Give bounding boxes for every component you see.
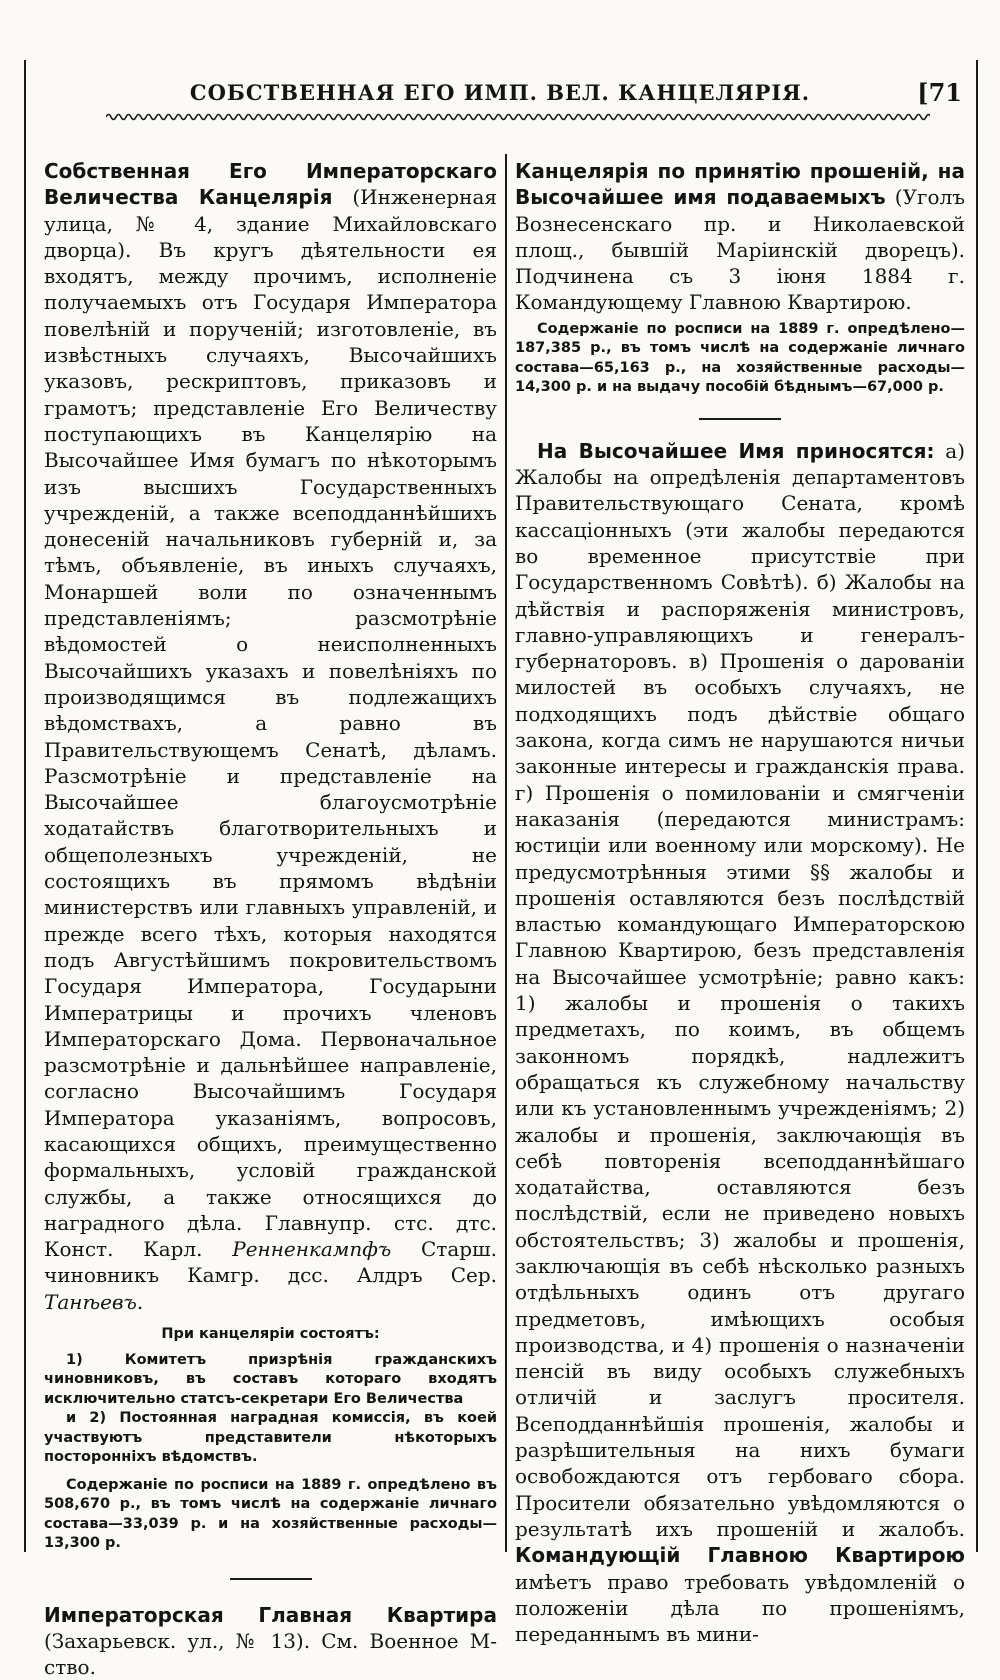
budget-text: по росписи на 1889 г. опредѣлено—187,385 р., въ томъ числѣ на содержаніе личнаго состава—65,163 р., на хозяйственные расходы—14,300 р. и на выдачу пособій бѣднымъ—67,000 р. (515, 320, 965, 396)
commander-title: Командующій Главною Квартирою (515, 1543, 965, 1568)
complaints-title: На Высочайшее Имя приносятся: (537, 438, 935, 463)
complaints-paragraph (515, 438, 965, 1648)
complaints-text-2: имѣетъ право требовать увѣдомленій о положеніи дѣла по прошеніямъ, переданнымъ въ мини- (515, 1569, 965, 1647)
budget-text: по росписи на 1889 г. опредѣлено въ 508,670 р., въ томъ числѣ на содержаніе личнаго состава—33,039 р. и на хозяйственные расходы—13,300 р. (44, 1476, 497, 1552)
official-name-2: Танѣевъ. (44, 1289, 144, 1314)
imperial-hq-title: Императорская Главная Квартира (44, 1602, 497, 1627)
petitions-office-text: (Уголъ Вознесенскаго пр. и Николаевской площ., бывшій Маріинскій дворецъ). Подчинена съ 3 іюня 1884 г. Командующему Главною Квартирою. (515, 185, 965, 315)
attached-heading: При канцеляріи состоятъ: (161, 1326, 380, 1343)
official-name-1: Ренненкампфъ (232, 1237, 392, 1262)
attached-item-2: и 2) Постоянная наградная комиссія, въ коей участвуютъ представители нѣкоторыхъ посторонніхъ вѣдомствъ. (44, 1410, 497, 1466)
petitions-office-paragraph (515, 158, 965, 316)
attached-item-1: 1) Комитетъ призрѣнія гражданскихъ чиновниковъ, въ составъ котораго входятъ исключительно статсъ-секретари Его Величества (44, 1351, 497, 1407)
complaints-text: а) Жалобы на опредѣленія департаментовъ Правительствующаго Сената, кромѣ кассаціонныхъ (эти жалобы передаются во временное присутствіе при Государственномъ Совѣтѣ). б) Жалобы на дѣйствія и распоряженія министровъ, главно-управляющихъ и генералъ-губернаторовъ. в) Прошенія о дарованіи милостей въ особыхъ случаяхъ, не подходящихъ подъ дѣйствіе общаго закона, когда симъ не нарушаются ничьи законные интересы и гражданскія права. г) Прошенія о помилованіи и смягченіи наказанія (передаются министрамъ: юстиціи или военному или морскому). Не предусмотрѣнныя этими §§ жалобы и прошенія оставляются безъ послѣдствій властью командующаго Императорскою Главною Квартирою, безъ представленія на Высочайшее усмотрѣніе; равно какъ: 1) жалобы и прошенія о такихъ предметахъ, по коимъ, въ общемъ законномъ порядкѣ, надлежитъ обращаться къ служебному начальству или къ установленнымъ учрежденіямъ; 2) жалобы и прошенія, заключающія въ себѣ повторенія всеподданнѣйшаго ходатайства, оставляются безъ послѣдствій, если не приведено новыхъ обстоятельствъ; 3) жалобы и прошенія, заключающія въ себѣ нѣсколько разныхъ отдѣльныхъ одинъ отъ другаго предметовъ, имѣющихъ особыя производства, и 4) прошенія о назначеніи пенсій въ виду особыхъ служебныхъ отличій и заслугъ просителя. Всеподданнѣйшія прошенія, жалобы и разрѣшительныя на нихъ бумаги освобождаются отъ гербоваго сбора. Просители обязательно увѣдомляются о результатѣ ихъ прошеній и жалобъ. (515, 438, 965, 1541)
section-rule (230, 1578, 312, 1580)
section-rule (699, 418, 781, 420)
attached-bodies (44, 1325, 497, 1554)
chancellery-text: (Инженерная улица, № 4, здание Михайловскаго дворца). Въ кругъ дѣятельности ея входятъ, между прочимъ, исполненіе получаемыхъ отъ Государя Императора повелѣній и порученій; изготовленіе, въ извѣстныхъ случаяхъ, Высочайшихъ указовъ, рескриптовъ, приказовъ и грамотъ; представленіе Его Величеству поступающихъ въ Канцелярію на Высочайшее Имя бумагъ по нѣкоторымъ изъ высшихъ Государственныхъ учрежденій, а также всеподданнѣйшихъ донесеній начальниковъ губерній и, за тѣмъ, объявленіе, въ иныхъ случаяхъ, Монаршей воли по означеннымъ представленіямъ; разсмотрѣніе вѣдомостей о неисполненныхъ Высочайшихъ указахъ и повелѣніяхъ по производящимся въ подлежащихъ вѣдомствахъ, а равно въ Правительствующемъ Сенатѣ, дѣламъ. Разсмотрѣніе и представленіе на Высочайшее благоусмотрѣніе ходатайствъ благотворительныхъ и общеполезныхъ учрежденій, не состоящихъ въ прямомъ вѣдѣніи министерствъ или главныхъ управленій, и прежде всего тѣхъ, которыя находятся подъ Августѣйшимъ покровительствомъ Государя Императора, Государыни Императрицы и прочихъ членовъ Императорскаго Дома. Первоначальное разсмотрѣніе и дальнѣйшее направленіе, согласно Высочайшимъ Государя Императора указаніямъ, вопросовъ, касающихся общихъ, преимущественно формальныхъ, условій гражданской службы, а также относящихся до наградного дѣла. Главнупр. стс. дтс. Конст. Карл. (44, 185, 497, 1262)
budget-label: Содержаніе (66, 1476, 168, 1493)
column-divider (505, 154, 507, 1552)
budget-note (44, 1476, 497, 1554)
chancellery-paragraph (44, 158, 497, 1315)
running-header (24, 74, 976, 114)
page-number: [71 (917, 78, 962, 107)
left-column (44, 158, 497, 1680)
budget-label: Содержаніе (537, 320, 639, 337)
petitions-office-title: Канцелярія по принятію прошеній, на Высочайшее имя подаваемыхъ (515, 159, 965, 210)
petitions-budget (515, 320, 965, 398)
budget-note (515, 320, 965, 398)
page-title: СОБСТВЕННАЯ ЕГО ИМП. ВЕЛ. КАНЦЕЛЯРІЯ. (189, 80, 811, 105)
header-wavy-rule (106, 110, 930, 124)
right-column (515, 158, 965, 1647)
imperial-hq-text: (Захарьевск. ул., № 13). См. Военное М-ство. (44, 1628, 497, 1680)
imperial-hq-paragraph (44, 1602, 497, 1680)
chancellery-text-2: Старш. чиновникъ Камгр. дсс. Алдръ Сер. (44, 1237, 497, 1288)
chancellery-title: Собственная Его Императорскаго Величества Канцелярія (44, 159, 497, 210)
